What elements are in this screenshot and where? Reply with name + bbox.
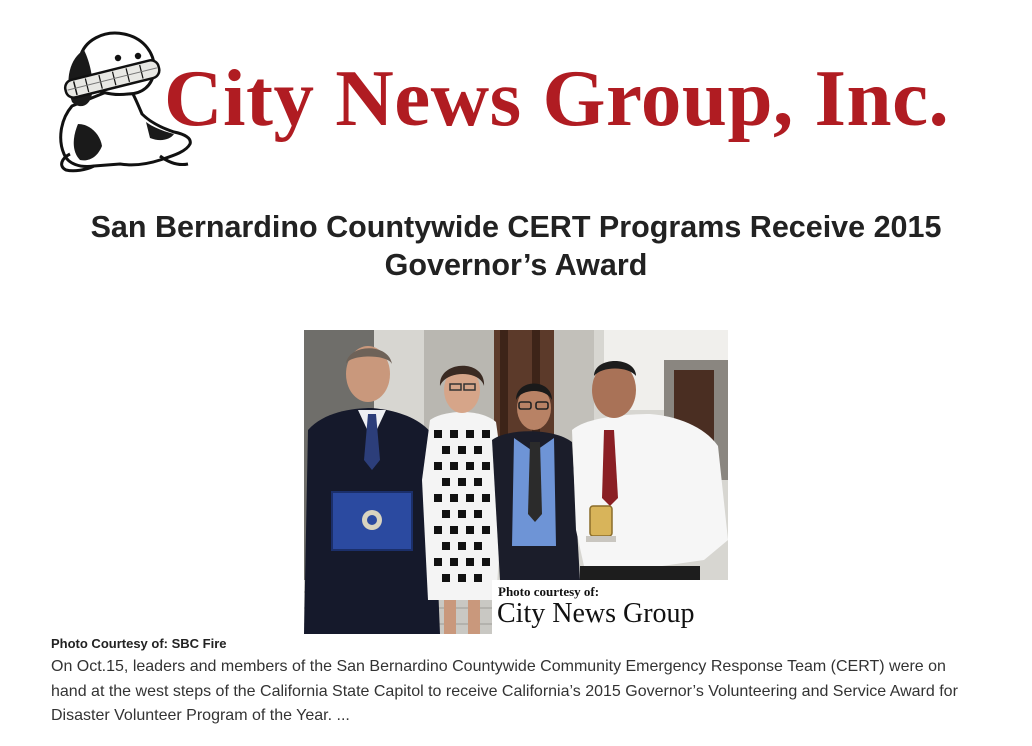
masthead[interactable] bbox=[50, 28, 980, 174]
brand-name[interactable]: City News Group, Inc. bbox=[164, 53, 950, 143]
watermark-line-2: City News Group bbox=[497, 598, 695, 629]
article-photo[interactable] bbox=[304, 330, 728, 634]
watermark-line-1: Photo courtesy of: bbox=[498, 584, 600, 599]
photo-watermark bbox=[492, 580, 728, 634]
article-headline[interactable]: San Bernardino Countywide CERT Programs Receive 2015 Governor’s Award bbox=[90, 210, 942, 282]
photo-credit: Photo Courtesy of: SBC Fire bbox=[51, 636, 227, 651]
article-body: On Oct.15, leaders and members of the San Bernardino Countywide Community Emergency Response Team (CERT) were on hand at the west steps of the California State Capitol to receive California’s 2015 Governor’s Volunteering and Service Award for Disaster Volunteer Program of the Year. ... bbox=[51, 658, 958, 724]
